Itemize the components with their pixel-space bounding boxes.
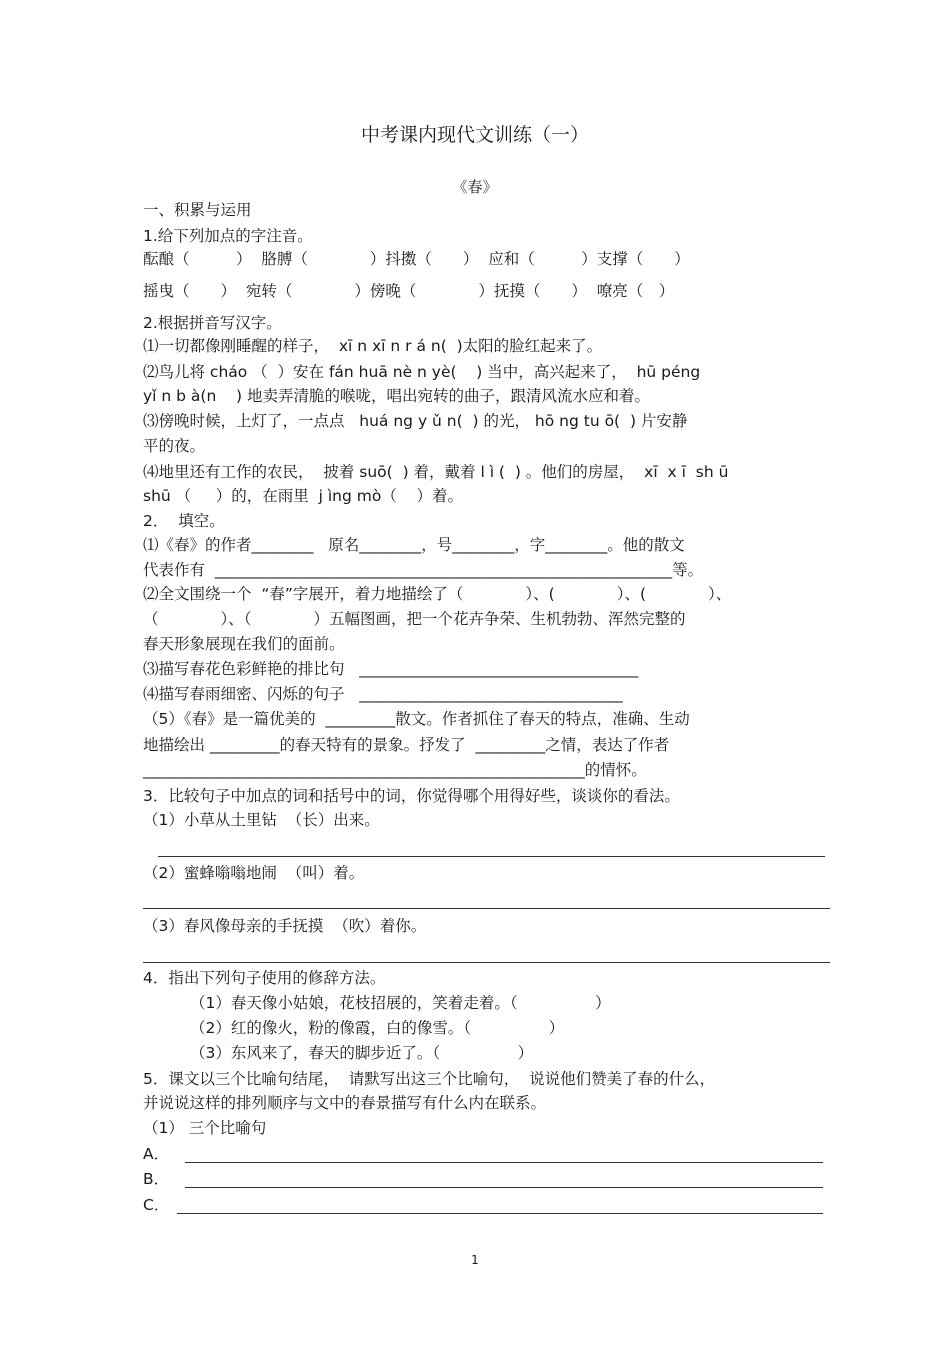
fill-item-1-cont: 代表作有 ___________________________________________________________等。: [143, 561, 704, 579]
question-5-prompt-cont: 并说说这样的排列顺序与文中的春景描写有什么内在联系。: [143, 1094, 547, 1112]
pinyin-item-1: ⑴一切都像刚睡醒的样子， xī n xī n r á n( )太阳的脸红起来了。: [143, 337, 603, 355]
fill-item-2: ⑵全文围绕一个 “春”字展开，着力地描绘了（ ）、( ）、( ）、: [143, 585, 732, 603]
section-heading: 一、积累与运用: [143, 201, 252, 219]
phonetic-row-2: 摇曳（ ） 宛转（ ）傍晚（ ）抚摸（ ） 嘹亮（ ）: [143, 282, 675, 300]
answer-line-a[interactable]: [185, 1162, 823, 1163]
page-number: 1: [471, 1253, 479, 1267]
pinyin-item-3: ⑶傍晚时候，上灯了，一点点 huá ng y ǔ n( ) 的光， hō ng tu ō( ) 片安静: [143, 412, 688, 430]
question-4-item-1: （1）春天像小姑娘，花枝招展的，笑着走着。（ ）: [190, 994, 611, 1012]
pinyin-item-2-cont: yǐ n b à(n ) 地卖弄清脆的喉咙，唱出宛转的曲子，跟清风流水应和着。: [143, 387, 650, 405]
question-4-prompt: 4．指出下列句子使用的修辞方法。: [143, 969, 386, 987]
lesson-subtitle: 《春》: [452, 178, 498, 196]
fill-item-1: ⑴《春》的作者________ 原名________，号________，字________。他的散文: [143, 536, 685, 554]
fill-item-5: （5）《春》是一篇优美的 _________散文。作者抓住了春天的特点，准确、生动: [143, 710, 690, 728]
answer-line[interactable]: [158, 856, 825, 857]
pinyin-item-2: ⑵鸟儿将 cháo （ ）安在 fán huā nè n yè( ) 当中，高兴起来了， hū péng: [143, 363, 701, 381]
fill-item-2-cont: （ ）、（ ）五幅图画，把一个花卉争荣、生机勃勃、浑然完整的: [143, 610, 686, 628]
option-c-label: C．: [143, 1196, 170, 1214]
question-4-item-2: （2）红的像火，粉的像霞，白的像雪。（ ）: [190, 1019, 565, 1037]
question-3-prompt: 3．比较句子中加点的词和括号中的词，你觉得哪个用得好些，谈谈你的看法。: [143, 787, 680, 805]
fill-item-4: ⑷描写春雨细密、闪烁的句子 __________________________________: [143, 685, 623, 703]
pinyin-item-4-cont: shū （ ）的，在雨里 j ìng mò（ ）着。: [143, 487, 464, 505]
fill-item-5-end: _________________________________________________________的情怀。: [143, 761, 647, 779]
answer-line[interactable]: [143, 962, 830, 963]
question-3-item-3: （3）春风像母亲的手抚摸 （吹）着你。: [143, 917, 427, 935]
question-3-item-2: （2）蜜蜂嗡嗡地闹 （叫）着。: [143, 864, 365, 882]
answer-line[interactable]: [143, 908, 830, 909]
question-2-prompt: 2.根据拼音写汉字。: [143, 314, 282, 332]
question-1-prompt: 1.给下列加点的字注音。: [143, 227, 313, 245]
fill-item-2-end: 春天形象展现在我们的面前。: [143, 635, 345, 653]
question-5-prompt: 5．课文以三个比喻句结尾， 请默写出这三个比喻句， 说说他们赞美了春的什么，: [143, 1070, 716, 1088]
question-3-item-1: （1）小草从土里钻 （长）出来。: [143, 811, 380, 829]
question-4-item-3: （3）东风来了，春天的脚步近了。（ ）: [190, 1044, 534, 1062]
fill-blank-prompt: 2． 填空。: [143, 512, 225, 530]
answer-line-c[interactable]: [177, 1213, 823, 1214]
pinyin-item-4: ⑷地里还有工作的农民， 披着 suō( ) 着，戴着 l ì ( ) 。他们的房屋， xī x ī sh ū: [143, 463, 729, 481]
option-a-label: A．: [143, 1145, 170, 1163]
option-b-label: B．: [143, 1170, 170, 1188]
phonetic-row-1: 酝酿（ ） 胳膊（ ）抖擞（ ） 应和（ ）支撑（ ）: [143, 250, 690, 268]
document-title: 中考课内现代文训练（一）: [360, 124, 589, 146]
fill-item-3: ⑶描写春花色彩鲜艳的排比句 ____________________________________: [143, 660, 639, 678]
question-5-sub: （1） 三个比喻句: [143, 1119, 267, 1137]
fill-item-5-cont: 地描绘出 _________的春天特有的景象。抒发了 _________之情，表达了作者: [143, 736, 670, 754]
pinyin-item-3-cont: 平的夜。: [143, 437, 206, 455]
answer-line-b[interactable]: [185, 1187, 823, 1188]
